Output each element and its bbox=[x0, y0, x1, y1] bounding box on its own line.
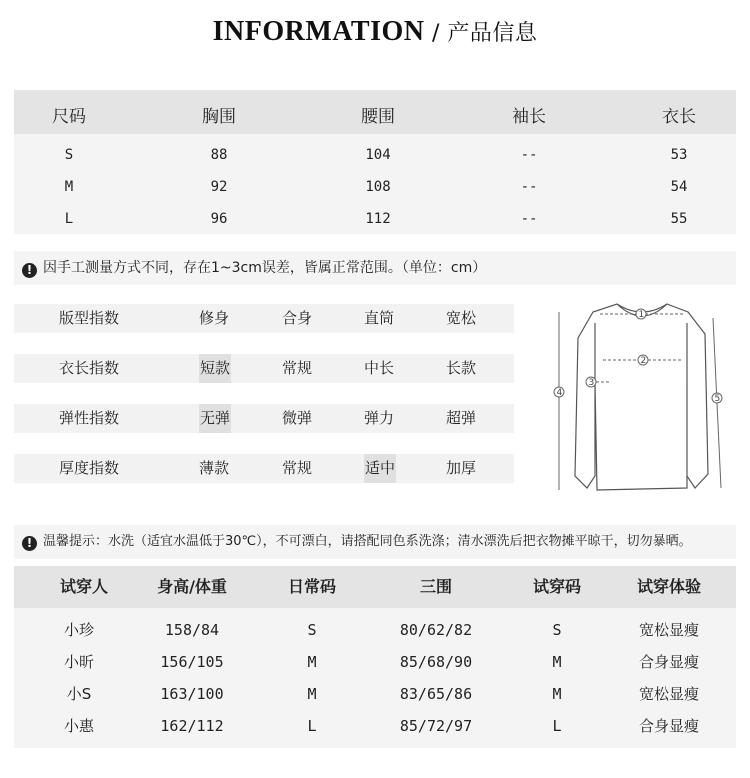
table-row bbox=[14, 678, 736, 710]
index-label: 衣长指数 bbox=[58, 359, 119, 377]
measurements-cell: 80/62/82 bbox=[399, 621, 473, 639]
person-cell: 小昕 bbox=[63, 653, 94, 671]
fit-header-daily-size: 日常码 bbox=[287, 577, 336, 596]
index-row-fit bbox=[14, 304, 514, 333]
index-row-stretch bbox=[14, 404, 514, 433]
height-weight-cell: 163/100 bbox=[160, 685, 224, 703]
index-row-thickness bbox=[14, 454, 514, 483]
index-option: 直筒 bbox=[364, 309, 395, 327]
size-cell: S bbox=[64, 147, 74, 163]
index-option: 常规 bbox=[282, 459, 313, 477]
measurements-cell: 83/65/86 bbox=[399, 685, 473, 703]
measurements-cell: 85/68/90 bbox=[399, 653, 473, 671]
index-option-selected: 适中 bbox=[364, 454, 396, 483]
table-row bbox=[14, 172, 736, 202]
marker-2-label: 2 bbox=[640, 356, 647, 366]
garment-diagram bbox=[545, 298, 740, 498]
fit-header-measurements: 三围 bbox=[419, 577, 452, 596]
size-cell: M bbox=[64, 179, 74, 195]
height-weight-cell: 162/112 bbox=[160, 717, 224, 735]
index-option: 中长 bbox=[364, 359, 395, 377]
measurements-cell: 85/72/97 bbox=[399, 717, 473, 735]
index-option: 超弹 bbox=[446, 409, 477, 427]
table-row bbox=[14, 646, 736, 678]
fit-header-try-size: 试穿码 bbox=[532, 577, 581, 596]
warning-icon: ! bbox=[22, 536, 37, 551]
daily-size-cell: M bbox=[307, 685, 317, 703]
fit-header-person: 试穿人 bbox=[59, 577, 108, 596]
fit-table-header bbox=[14, 566, 736, 608]
index-label: 厚度指数 bbox=[58, 459, 119, 477]
person-cell: 小S bbox=[66, 685, 92, 703]
person-cell: 小珍 bbox=[63, 621, 94, 639]
length-cell: 54 bbox=[670, 179, 688, 195]
index-row-length bbox=[14, 354, 514, 383]
measure-note-text: 因手工测量方式不同，存在1~3cm误差，皆属正常范围。（单位：cm） bbox=[43, 260, 487, 276]
index-option: 薄款 bbox=[199, 459, 230, 477]
sleeve-cell: -- bbox=[520, 211, 538, 227]
title-sub: / 产品信息 bbox=[424, 21, 538, 46]
size-table-body bbox=[14, 134, 736, 234]
warning-icon: ! bbox=[22, 263, 37, 278]
index-option: 修身 bbox=[199, 309, 230, 327]
size-header-waist: 腰围 bbox=[361, 107, 395, 127]
person-cell: 小惠 bbox=[63, 717, 94, 735]
daily-size-cell: S bbox=[307, 621, 317, 639]
height-weight-cell: 158/84 bbox=[164, 621, 220, 639]
experience-cell: 宽松显瘦 bbox=[638, 621, 699, 639]
index-option: 合身 bbox=[282, 309, 313, 327]
index-option-selected: 无弹 bbox=[199, 404, 231, 433]
index-label: 版型指数 bbox=[58, 309, 119, 327]
marker-3-label: 3 bbox=[588, 378, 595, 388]
table-row bbox=[14, 140, 736, 170]
daily-size-cell: L bbox=[307, 717, 317, 735]
try-size-cell: M bbox=[552, 653, 562, 671]
try-size-cell: S bbox=[552, 621, 562, 639]
length-cell: 55 bbox=[670, 211, 688, 227]
experience-cell: 宽松显瘦 bbox=[638, 685, 699, 703]
table-row bbox=[14, 614, 736, 646]
table-row bbox=[14, 204, 736, 234]
size-cell: L bbox=[64, 211, 74, 227]
marker-1-label: 1 bbox=[638, 310, 645, 320]
try-size-cell: M bbox=[552, 685, 562, 703]
waist-cell: 112 bbox=[365, 211, 391, 227]
index-option: 弹力 bbox=[364, 409, 395, 427]
measure-note bbox=[14, 251, 736, 285]
marker-5-label: 5 bbox=[714, 394, 721, 404]
sleeve-cell: -- bbox=[520, 179, 538, 195]
try-size-cell: L bbox=[552, 717, 562, 735]
page-title bbox=[0, 16, 750, 48]
title-main: INFORMATION bbox=[212, 16, 425, 47]
waist-cell: 108 bbox=[365, 179, 391, 195]
index-option: 长款 bbox=[446, 359, 477, 377]
experience-cell: 合身显瘦 bbox=[638, 653, 699, 671]
length-cell: 53 bbox=[670, 147, 688, 163]
waist-cell: 104 bbox=[365, 147, 391, 163]
index-option: 加厚 bbox=[446, 459, 477, 477]
wash-note bbox=[14, 525, 736, 559]
size-header-sleeve: 袖长 bbox=[512, 107, 546, 127]
index-option: 宽松 bbox=[446, 309, 477, 327]
chest-cell: 92 bbox=[210, 179, 228, 195]
height-weight-cell: 156/105 bbox=[160, 653, 224, 671]
size-table-header bbox=[14, 90, 736, 134]
fit-header-experience: 试穿体验 bbox=[636, 577, 701, 596]
index-label: 弹性指数 bbox=[58, 409, 119, 427]
size-header-size: 尺码 bbox=[52, 107, 86, 127]
index-option: 微弹 bbox=[282, 409, 313, 427]
index-option: 常规 bbox=[282, 359, 313, 377]
fit-table-body bbox=[14, 608, 736, 748]
size-header-chest: 胸围 bbox=[202, 107, 236, 127]
experience-cell: 合身显瘦 bbox=[638, 717, 699, 735]
fit-header-height-weight: 身高/体重 bbox=[157, 577, 227, 596]
wash-note-text: 温馨提示：水洗（适宜水温低于30℃），不可漂白，请搭配同色系洗涤；清水漂洗后把衣物摊平晾干，切勿暴晒。 bbox=[43, 534, 692, 549]
sleeve-cell: -- bbox=[520, 147, 538, 163]
daily-size-cell: M bbox=[307, 653, 317, 671]
chest-cell: 96 bbox=[210, 211, 228, 227]
chest-cell: 88 bbox=[210, 147, 228, 163]
table-row bbox=[14, 710, 736, 742]
size-header-length: 衣长 bbox=[662, 107, 696, 127]
marker-4-label: 4 bbox=[556, 388, 563, 398]
index-option-selected: 短款 bbox=[199, 354, 231, 383]
